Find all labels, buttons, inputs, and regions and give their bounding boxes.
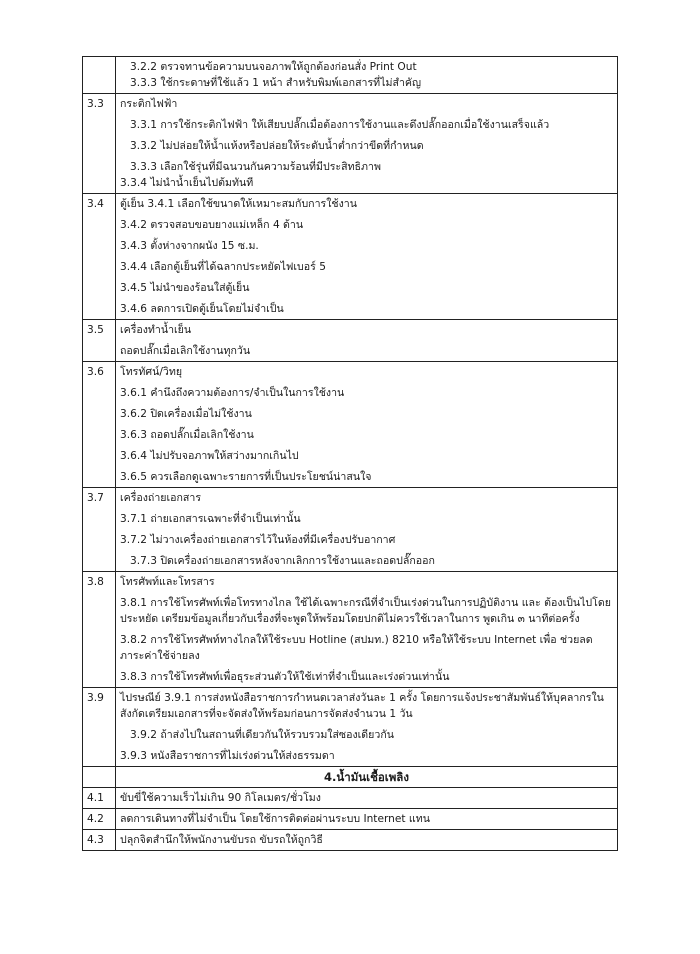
item-text: 3.3.4 ไม่นำน้ำเย็นไปต้มทันที [120,177,254,189]
item-text: 3.6.2 ปิดเครื่องเมื่อไม่ใช้งาน [120,408,252,420]
table-row [83,688,618,767]
item-text: 3.6.3 ถอดปลั๊กเมื่อเลิกใช้งาน [120,429,254,441]
row-content [116,57,618,94]
item-text: 3.4.4 เลือกตู้เย็นที่ได้ฉลากประหยัดไฟเบอร์ 5 [120,261,326,273]
item-text: ถอดปลั๊กเมื่อเลิกใช้งานทุกวัน [120,345,251,357]
table-row [83,362,618,488]
row-number: 3.3 [83,94,116,194]
table-row [83,809,618,830]
item-text: 3.4.6 ลดการเปิดตู้เย็นโดยไม่จำเป็น [120,303,284,315]
row-number: 3.7 [83,488,116,572]
table-row [83,320,618,362]
item-text: 3.4.2 ตรวจสอบขอบยางแม่เหล็ก 4 ด้าน [120,219,304,231]
item-text: 3.7.2 ไม่วางเครื่องถ่ายเอกสารไว้ในห้องที่มีเครื่องปรับอากาศ [120,534,396,546]
item-text: 3.8.1 การใช้โทรศัพท์เพื่อโทรทางไกล ใช้ได้เฉพาะกรณีที่จำเป็นเร่งด่วนในการปฏิบัติงาน และ ต้องเป็นไปโดยประหยัด เตรียมข้อมูลเกี่ยวกับเรื่องที่จะพูดให้พร้อมโดยปกติไม่ควรใช้เวลาในการ พูดเกิน ๓ นาทีต่อครั้ง [120,597,611,625]
table-row [83,488,618,572]
item-title: โทรศัพท์และโทรสาร [120,576,215,588]
item-text: 3.4.5 ไม่นำของร้อนใส่ตู้เย็น [120,282,250,294]
item-text: 3.6.1 คำนึงถึงความต้องการ/จำเป็นในการใช้งาน [120,387,345,399]
row-content [116,488,618,572]
row-number [83,57,116,94]
item-text: 3.6.5 ควรเลือกดูเฉพาะรายการที่เป็นประโยชน์น่าสนใจ [120,471,372,483]
item-title: เครื่องถ่ายเอกสาร [120,492,202,504]
row-content [116,572,618,688]
table-row [83,194,618,320]
item-title: โทรทัศน์/วิทยุ [120,366,183,378]
item-text: 3.8.2 การใช้โทรศัพท์ทางไกลให้ใช้ระบบ Hotline (สปมท.) 8210 หรือให้ใช้ระบบ Internet เพื่อ ช่วยลดภาระค่าใช้จ่ายลง [120,634,593,662]
row-number: 3.4 [83,194,116,320]
item-text: 3.9.3 หนังสือราชการที่ไม่เร่งด่วนให้ส่งธรรมดา [120,750,335,762]
energy-saving-table [82,56,618,851]
row-content: ปลุกจิตสำนึกให้พนักงานขับรถ ขับรถให้ถูกวิธี [116,830,618,851]
item-text: 3.4.3 ตั้งห่างจากผนัง 15 ซ.ม. [120,240,259,252]
item-text: 3.3.1 การใช้กระติกไฟฟ้า ให้เสียบปลั๊กเมื่อต้องการใช้งานและดึงปลั๊กออกเมื่อใช้งานเสร็จแล้ว [130,119,550,131]
row-number: 4.2 [83,809,116,830]
row-number: 3.8 [83,572,116,688]
item-title: กระติกไฟฟ้า [120,98,178,110]
item-text: 3.7.1 ถ่ายเอกสารเฉพาะที่จำเป็นเท่านั้น [120,513,301,525]
section-heading: 4.น้ำมันเชื้อเพลิง [116,767,618,788]
item-title: เครื่องทำน้ำเย็น [120,324,192,336]
row-content [116,320,618,362]
row-content [116,362,618,488]
item-text: 3.9.2 ถ้าส่งไปในสถานที่เดียวกันให้รวบรวมใส่ซองเดียวกัน [130,729,394,741]
item-text: 3.6.4 ไม่ปรับจอภาพให้สว่างมากเกินไป [120,450,299,462]
item-text: 3.3.2 ไม่ปล่อยให้น้ำแห้งหรือปล่อยให้ระดับน้ำต่ำกว่าขีดที่กำหนด [130,140,424,152]
row-content [116,94,618,194]
section-heading-row [83,767,618,788]
row-number: 4.1 [83,788,116,809]
row-number: 3.5 [83,320,116,362]
row-number: 3.6 [83,362,116,488]
item-text: 3.3.3 เลือกใช้รุ่นที่มีฉนวนกันความร้อนที่มีประสิทธิภาพ [130,161,381,173]
table-row [83,572,618,688]
table-row [83,57,618,94]
row-content [116,194,618,320]
item-text: 3.2.2 ตรวจทานข้อความบนจอภาพให้ถูกต้องก่อนสั่ง Print Out [130,61,417,73]
table-row [83,94,618,194]
row-content: ขับขี่ใช้ความเร็วไม่เกิน 90 กิโลเมตร/ชั่วโมง [116,788,618,809]
item-title: ไปรษณีย์ 3.9.1 การส่งหนังสือราชการกำหนดเวลาส่งวันละ 1 ครั้ง โดยการแจ้งประชาสัมพันธ์ให้บุคลากรใน สังกัดเตรียมเอกสารที่จะจัดส่งให้พร้อมก่อนการจัดส่งจำนวน 1 วัน [120,692,604,720]
row-number: 4.3 [83,830,116,851]
item-text: 3.3.3 ใช้กระดาษที่ใช้แล้ว 1 หน้า สำหรับพิมพ์เอกสารที่ไม่สำคัญ [130,77,422,89]
row-content [116,688,618,767]
table-row [83,788,618,809]
item-text: 3.8.3 การใช้โทรศัพท์เพื่อธุระส่วนตัวให้ใช้เท่าที่จำเป็นและเร่งด่วนเท่านั้น [120,671,450,683]
table-row [83,830,618,851]
item-title: ตู้เย็น 3.4.1 เลือกใช้ขนาดให้เหมาะสมกับการใช้งาน [120,198,357,210]
row-content: ลดการเดินทางที่ไม่จำเป็น โดยใช้การติดต่อผ่านระบบ Internet แทน [116,809,618,830]
row-number: 3.9 [83,688,116,767]
item-text: 3.7.3 ปิดเครื่องถ่ายเอกสารหลังจากเลิกการใช้งานและถอดปลั๊กออก [130,555,435,567]
